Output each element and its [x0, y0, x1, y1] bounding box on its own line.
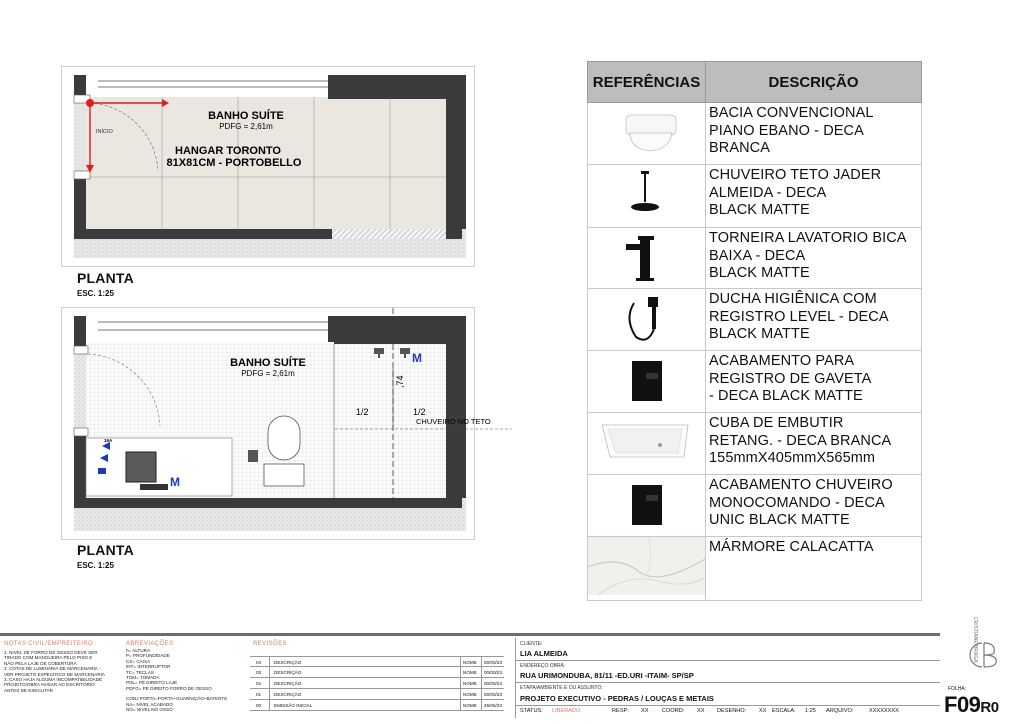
table-row: [588, 413, 922, 475]
table-row: [588, 103, 922, 165]
file-label: ARQUIVO:: [826, 708, 854, 714]
plan1-start-label: INÍCIO: [96, 129, 113, 135]
ref-2-line-2: ALMEIDA - DECA: [709, 184, 827, 201]
ref-5-line-1: ACABAMENTO PARA: [709, 353, 855, 369]
title-block-rule: [0, 633, 940, 636]
notes-list: 1. NIVEL DE FORRO DE GESSO DEVE SER TIRADO COM MANGUEIRA PELO PISO E NÃO PELA LAJE DE COBERTURA 2. COTAS DE LUMINÁRIA DE MARCENARIA - VER PROJETO ESPECÍFICO DE MARCENARIA 3. CASO HAJA ALGUMA INCOMPATIBILIDADE PROJETO/OBRA AVISAR AO ESCRITÓRIO ANTES DE EXECUTAR: [4, 650, 105, 693]
plan2-shower-ceiling: CHUVEIRO NO TETO: [416, 417, 491, 426]
resp-label: RESP:: [612, 708, 629, 714]
resp-value: XX: [641, 708, 649, 714]
marble-swatch-icon: [588, 537, 705, 595]
valve-trim-icon: [588, 351, 705, 407]
faucet-icon: [588, 228, 705, 283]
ref-6-line-2: RETANG. - DECA BRANCA: [709, 432, 892, 449]
plan2-marker-top: M: [412, 351, 422, 365]
abbr-list: h= ALTURA P= PROFUNDIDADE CX= CAIXA INT= INTERRUPTOR TC= TECLAS TOM= TOMADA PDL= PÉ DIREITO LAJE PDFG= PÉ DIREITO FORRO DE GESSO CONJ PORTA=PORTA+GUARNIÇÃO+BATENTE NA= NIVEL ACABADO NO= NIVEL NO OSSO: [126, 648, 228, 713]
ref-7-line-3: UNIC BLACK MATTE: [709, 512, 850, 528]
ref-1-line-3: BRANCA: [709, 140, 771, 156]
table-row: [588, 165, 922, 228]
ceiling-shower-icon: [588, 165, 705, 222]
ref-5-line-2: REGISTRO DE GAVETA: [709, 370, 872, 387]
revision-row: 04 DESCRIÇÃO NOME 00/00/23: [250, 656, 504, 667]
col-description: DESCRIÇÃO: [706, 62, 922, 103]
drawing-value: XX: [759, 708, 767, 714]
plan2-half-right: 1/2: [413, 407, 426, 417]
plan1-tile-size: 81X81CM - PORTOBELLO: [166, 157, 302, 169]
stage-label: ETAPA/AMBIENTE E OU ASSUNTO:: [520, 685, 603, 691]
ref-2-line-1: CHUVEIRO TETO JADER: [709, 167, 882, 183]
ref-4-line-3: BLACK MATTE: [709, 326, 810, 342]
client-label: CLIENTE:: [520, 641, 543, 647]
status-label: STATUS:: [520, 708, 543, 714]
ref-3-line-3: BLACK MATTE: [709, 265, 810, 281]
file-value: XXXXXXXX: [869, 708, 899, 714]
ref-2-line-3: BLACK MATTE: [709, 202, 810, 218]
status-row: [519, 706, 940, 717]
hygienic-shower-icon: [588, 289, 705, 345]
status-value: LIBERADO: [552, 708, 581, 714]
sheet-label: FOLHA:: [948, 686, 967, 692]
ref-8-line-1: MÁRMORE CALACATTA: [709, 539, 874, 555]
revisions-heading: REVISÕES: [253, 641, 287, 647]
table-row: [588, 228, 922, 289]
plan2-title: PLANTA: [77, 542, 134, 558]
plan2-pdfg: PDFG = 2,61m: [241, 369, 295, 378]
brand-logo: [956, 613, 1006, 681]
ref-1-line-2: PIANO EBANO - DECA: [709, 122, 864, 139]
table-row: [588, 351, 922, 413]
abbr-heading: ABREVIAÇÕES: [126, 641, 174, 647]
drawing-label: DESENHO:: [717, 708, 747, 714]
coord-label: COORD:: [662, 708, 685, 714]
shower-mixer-icon: [588, 475, 705, 531]
sheet-number: F09R0: [944, 692, 999, 717]
plan-1-drawing: [62, 67, 476, 268]
plan1-tile-name: HANGAR TORONTO: [175, 145, 281, 157]
table-row: [588, 537, 922, 601]
table-row: [588, 475, 922, 537]
ref-6-line-3: 155mmX405mmX565mm: [709, 450, 876, 466]
project-address: RUA URIMONDUBA, 81/11 -ED.URI -ITAIM- SP/SP: [520, 671, 694, 680]
scale-label: ESCALA:: [772, 708, 796, 714]
plan2-dim-74: ,74: [395, 375, 405, 388]
ref-3-line-2: BAIXA - DECA: [709, 247, 806, 264]
ref-6-line-1: CUBA DE EMBUTIR: [709, 415, 844, 431]
revision-row: 00 EMISSÃO INICIAL NOME 26/06/23: [250, 700, 504, 711]
plan1-title: PLANTA: [77, 270, 134, 286]
plan-1-frame: [61, 66, 475, 267]
ref-1-line-1: BACIA CONVENCIONAL: [709, 105, 874, 121]
plan2-scale: ESC. 1:25: [77, 561, 114, 570]
ref-5-line-3: - DECA BLACK MATTE: [709, 388, 863, 404]
plan2-outlet-tag: 16A: [104, 438, 113, 443]
coord-value: XX: [697, 708, 705, 714]
ref-7-line-1: ACABAMENTO CHUVEIRO: [709, 477, 893, 493]
scale-value: 1:25: [805, 708, 816, 714]
plan-2-drawing: [62, 308, 491, 541]
revision-row: 02 DESCRIÇÃO NOME 00/00/23: [250, 678, 504, 689]
plan1-pdfg: PDFG = 2,61m: [219, 122, 273, 131]
toilet-icon: [588, 103, 705, 159]
revision-row: 03 DESCRIÇÃO NOME 00/00/23: [250, 667, 504, 678]
plan2-marker-vanity: M: [170, 475, 180, 489]
ref-4-line-1: DUCHA HIGIÊNICA COM: [709, 291, 877, 307]
notes-heading: NOTAS CIVIL/EMPREITEIRO: [4, 641, 94, 647]
table-row: [588, 289, 922, 351]
plan1-scale: ESC. 1:25: [77, 289, 114, 298]
ref-3-line-1: TORNEIRA LAVATORIO BICA: [709, 230, 907, 246]
sink-bowl-icon: [588, 413, 705, 469]
revision-row: 01 DESCRIÇÃO NOME 00/00/23: [250, 689, 504, 700]
plan-2-frame: [61, 307, 491, 540]
project-stage: PROJETO EXECUTIVO - PEDRAS / LOUÇAS E METAIS: [520, 694, 714, 703]
ref-4-line-2: REGISTRO LEVEL - DECA: [709, 308, 889, 325]
col-references: REFERÊNCIAS: [588, 62, 706, 103]
address-label: ENDEREÇO OBRA:: [520, 663, 566, 669]
references-table: [587, 61, 922, 601]
client-name: LIA ALMEIDA: [520, 649, 568, 658]
plan2-half-left: 1/2: [356, 407, 369, 417]
ref-7-line-2: MONOCOMANDO - DECA: [709, 494, 885, 511]
svg-text:CRISTIANE BRAGA: CRISTIANE BRAGA: [972, 617, 978, 663]
plan1-room-name: BANHO SUÍTE: [208, 110, 284, 122]
plan2-room-name: BANHO SUÍTE: [230, 357, 306, 369]
